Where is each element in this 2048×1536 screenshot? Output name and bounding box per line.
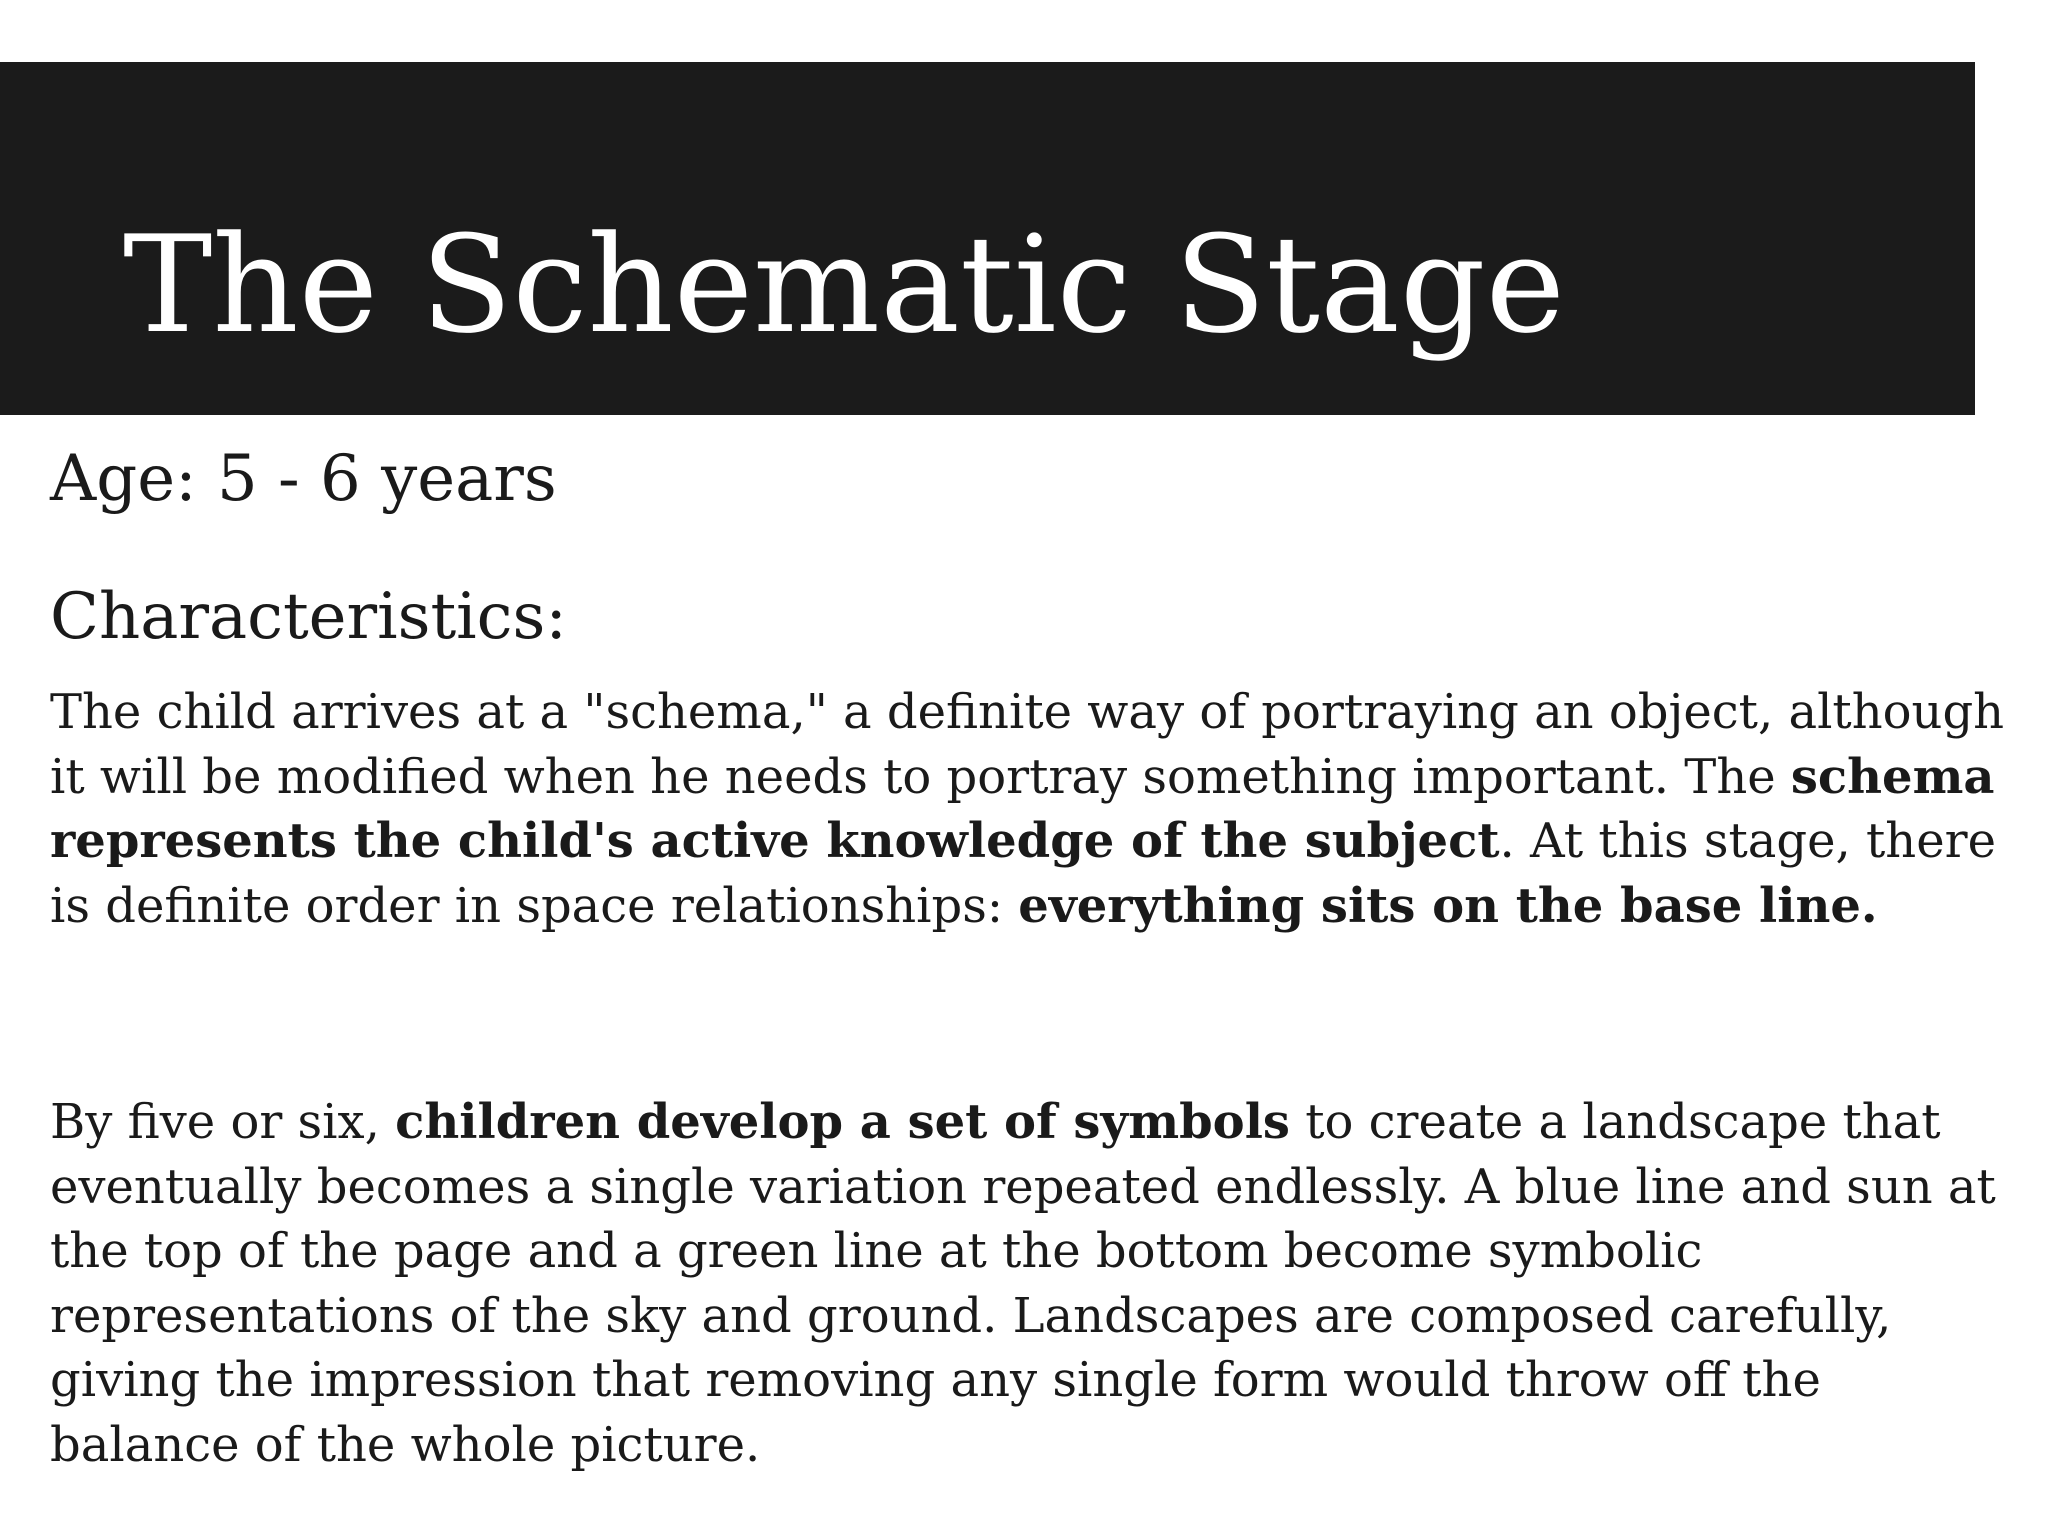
paragraph-symbols-text-2: to create a landscape that eventually becomes a single variation repeated endlessly. A blue line and sun at the top of the page and a green line at the bottom become symbolic representations of the sky and ground. Landscapes are composed carefully, giving the impression that removing any single form would throw off the balance of the whole picture.: [50, 1094, 1996, 1473]
paragraph-symbols-text-1: By five or six,: [50, 1094, 396, 1150]
characteristics-heading: Characteristics:: [50, 580, 567, 654]
paragraph-symbols-bold-1: children develop a set of symbols: [395, 1094, 1290, 1150]
paragraph-schema-text-1: The child arrives at a "schema," a definite way of portraying an object, although it will be modified when he needs to portray something important. The: [50, 684, 2005, 805]
paragraph-schema: [50, 680, 2010, 938]
paragraph-symbols: [50, 1090, 2010, 1477]
paragraph-schema-bold-1: schema represents the child's active knowledge of the subject: [50, 748, 1995, 869]
paragraph-schema-text-2: . At this stage, there is definite order in space relationships:: [50, 813, 1996, 934]
paragraph-schema-bold-2: everything sits on the base line.: [1018, 877, 1878, 934]
slide-title: The Schematic Stage: [123, 207, 1565, 363]
age-line: Age: 5 - 6 years: [50, 442, 557, 516]
